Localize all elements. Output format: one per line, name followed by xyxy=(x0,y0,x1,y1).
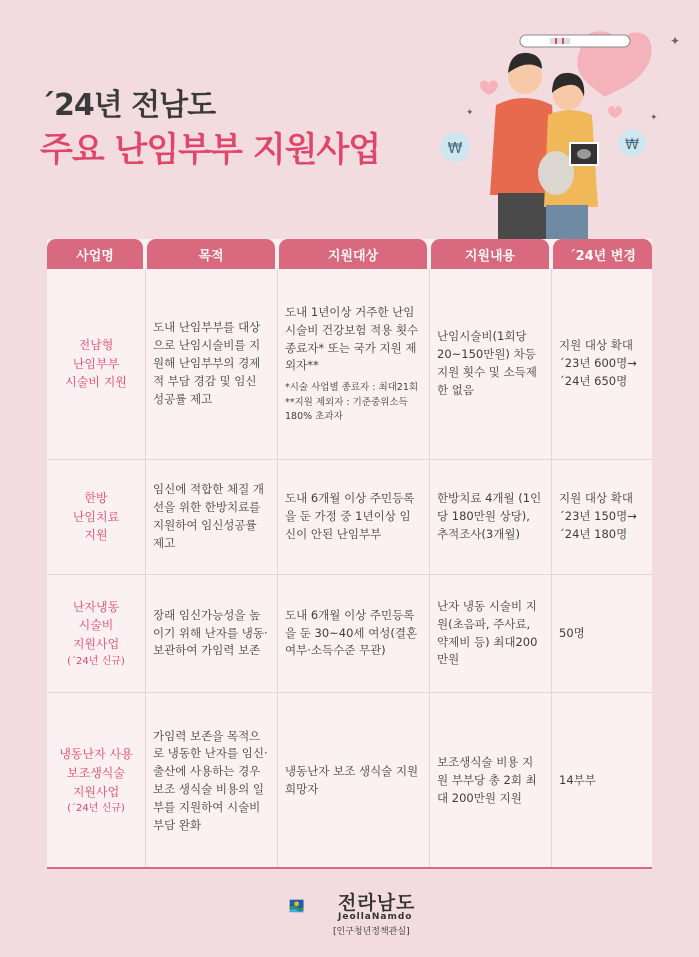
page-title-line1: ´24년 전남도 xyxy=(40,88,216,123)
pregnancy-test-icon xyxy=(520,35,630,47)
table-row xyxy=(47,459,652,574)
purpose-text: 임신에 적합한 체질 개선을 위한 한방치료를 지원하여 임신성공률 제고 xyxy=(153,482,264,550)
jeollanamdo-logo-icon xyxy=(289,886,334,931)
purpose-text: 도내 난임부부를 대상으로 난임시술비를 지원해 난임부부의 경제적 부담 경감 및 임신 성공률 제고 xyxy=(153,320,261,406)
table-header: 지원대상 xyxy=(279,239,427,269)
program-name: 난자냉동 시술비 지원사업 (´24년 신규) xyxy=(67,599,125,667)
change-text: 지원 대상 확대 ´23년 150명→ ´24년 180명 xyxy=(559,491,637,541)
content-text: 난자 냉동 시술비 지원(초음파, 주사료, 약제비 등) 최대200만원 xyxy=(437,598,538,667)
table-header: 지원내용 xyxy=(431,239,549,269)
support-program-table xyxy=(47,239,652,869)
program-name: 냉동난자 사용 보조생식술 지원사업 (´24년 신규) xyxy=(59,747,133,815)
program-name: 전남형 난임부부 시술비 지원 xyxy=(65,338,127,390)
couple-illustration xyxy=(430,15,690,245)
svg-text:✦: ✦ xyxy=(466,108,474,118)
table-row xyxy=(47,574,652,692)
change-text: 지원 대상 확대 ´23년 600명→ ´24년 650명 xyxy=(559,338,637,388)
department-label: [인구청년정책관실] xyxy=(333,927,410,937)
target-text: 도내 6개월 이상 주민등록을 둔 가정 중 1년이상 임신이 안된 난임부부 xyxy=(285,491,415,541)
table-row xyxy=(47,692,652,869)
purpose-text: 장래 임신가능성을 높이기 위해 난자를 냉동·보관하여 가임력 보존 xyxy=(153,607,268,658)
program-name: 한방 난임치료 지원 xyxy=(72,491,120,543)
logo-name: 전라남도 xyxy=(338,892,416,914)
table-header: ´24년 변경 xyxy=(553,239,652,269)
content-text: 난임시술비(1회당 20~150만원) 차등 지원 횟수 및 소득제한 없음 xyxy=(437,329,537,397)
svg-text:✦: ✦ xyxy=(650,113,658,123)
change-text: 14부부 xyxy=(559,773,596,788)
won-coin-icon xyxy=(618,129,646,157)
svg-text:₩: ₩ xyxy=(447,139,463,157)
page-title-line2: 주요 난임부부 지원사업 xyxy=(40,130,381,170)
won-coin-icon xyxy=(440,132,470,162)
logo-english: JeollaNamdo xyxy=(338,912,413,922)
target-text: 냉동난자 보조 생식술 지원 희망자 xyxy=(285,764,419,796)
svg-text:✦: ✦ xyxy=(670,34,681,48)
table-row xyxy=(47,269,652,459)
table-header: 사업명 xyxy=(47,239,143,269)
target-text: 도내 1년이상 거주한 난임시술비 건강보험 적용 횟수 종료자* 또는 국가 지원 제외자** *시술 사업별 종료자 : 최대21회 **지원 제외자 : 기준중위소득 180% 초과자 xyxy=(285,305,419,422)
target-text: 도내 6개월 이상 주민등록을 둔 30~40세 여성(결혼여부·소득수준 무관) xyxy=(285,607,418,658)
content-text: 한방치료 4개월 (1인당 180만원 상당), 추적조사(3개월) xyxy=(437,491,542,541)
change-text: 50명 xyxy=(559,625,585,640)
purpose-text: 가임력 보존을 목적으로 냉동한 난자를 임신·출산에 사용하는 경우 보조 생식술 비용의 일부를 지원하여 시술비 부담 완화 xyxy=(153,728,268,832)
content-text: 보조생식술 비용 지원 부부당 총 2회 최대 200만원 지원 xyxy=(437,755,537,805)
table-header: 목적 xyxy=(147,239,275,269)
table-bottom-rule xyxy=(47,867,652,869)
svg-text:₩: ₩ xyxy=(625,137,639,153)
ultrasound-photo-icon xyxy=(570,143,598,165)
